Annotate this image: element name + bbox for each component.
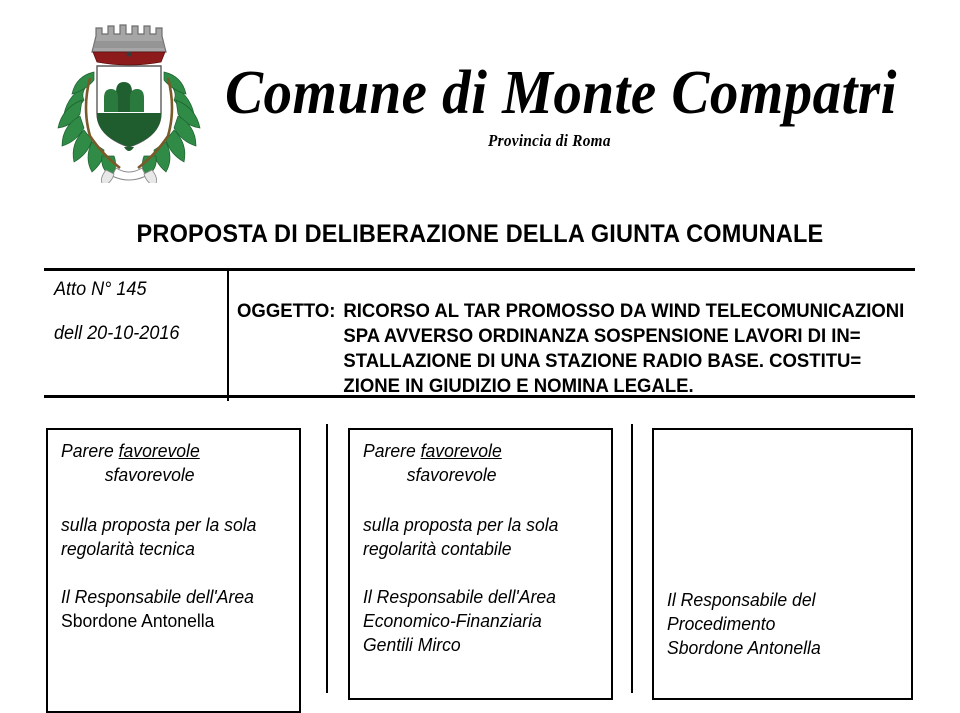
spacer [61, 561, 280, 585]
parere-label: Parere [61, 440, 119, 461]
oggetto-line-3: STALLAZIONE DI UNA STAZIONE RADIO BASE. COSTITU= [343, 350, 862, 372]
parere-content-tecnica [61, 439, 280, 633]
parere-content-procedimento [667, 588, 891, 660]
parere-box-responsabile-procedimento [652, 428, 913, 700]
parere-role-line-1: Il Responsabile dell'Area [363, 586, 556, 607]
atto-cell [54, 279, 216, 345]
parere-separator-line-1 [326, 424, 328, 693]
shield [97, 66, 161, 151]
atto-number: Atto N° 145 [54, 279, 147, 300]
coat-of-arms-crest [46, 8, 218, 183]
parere-option-sfavorevole[interactable]: sfavorevole [406, 464, 497, 485]
parere-signatory-name: Gentili Mirco [363, 634, 461, 655]
parere-signatory-name: Sbordone Antonella [61, 610, 215, 631]
table-column-divider [227, 271, 229, 401]
oggetto-cell [237, 299, 905, 399]
parere-role-line-2: Procedimento [667, 613, 776, 634]
spacer [363, 487, 591, 513]
parere-box-regolarita-tecnica [46, 428, 301, 713]
provincia-subtitle: Provincia di Roma [488, 131, 611, 150]
parere-subject-line-1: sulla proposta per la sola [61, 514, 257, 535]
mural-crown [92, 25, 166, 65]
comune-title: Comune di Monte Compatri [225, 59, 897, 127]
parere-subject-line-2: regolarità tecnica [61, 538, 195, 559]
spacer [363, 561, 591, 585]
parere-favorevole-row [61, 439, 280, 463]
parere-role-line-1: Il Responsabile dell'Area [61, 586, 254, 607]
parere-separator-line-2 [631, 424, 633, 693]
oggetto-label: OGGETTO: [237, 300, 336, 322]
parere-subject-line-2: regolarità contabile [363, 538, 512, 559]
parere-role-line-2: Economico-Finanziaria [363, 610, 542, 631]
spacer [61, 487, 280, 513]
oggetto-body [343, 299, 904, 399]
parere-subject-line-1: sulla proposta per la sola [363, 514, 559, 535]
oggetto-line-1: RICORSO AL TAR PROMOSSO DA WIND TELECOMUNICAZIONI [343, 300, 905, 322]
oggetto-line-4: ZIONE IN GIUDIZIO E NOMINA LEGALE. [343, 375, 694, 397]
parere-role-line-1: Il Responsabile del [667, 589, 816, 610]
parere-label: Parere [363, 440, 421, 461]
page-title: PROPOSTA DI DELIBERAZIONE DELLA GIUNTA COMUNALE [136, 220, 824, 248]
parere-option-favorevole[interactable]: favorevole [118, 440, 200, 461]
oggetto-line-2: SPA AVVERSO ORDINANZA SOSPENSIONE LAVORI DI IN= [343, 325, 861, 347]
parere-content-contabile [363, 439, 591, 657]
parere-signatory-name: Sbordone Antonella [667, 637, 821, 658]
document-header [0, 0, 960, 190]
parere-box-regolarita-contabile [348, 428, 613, 700]
parere-option-favorevole[interactable]: favorevole [420, 440, 502, 461]
parere-favorevole-row [363, 439, 591, 463]
parere-option-sfavorevole[interactable]: sfavorevole [104, 464, 195, 485]
atto-oggetto-table [44, 268, 915, 398]
atto-date: dell 20-10-2016 [54, 323, 180, 344]
